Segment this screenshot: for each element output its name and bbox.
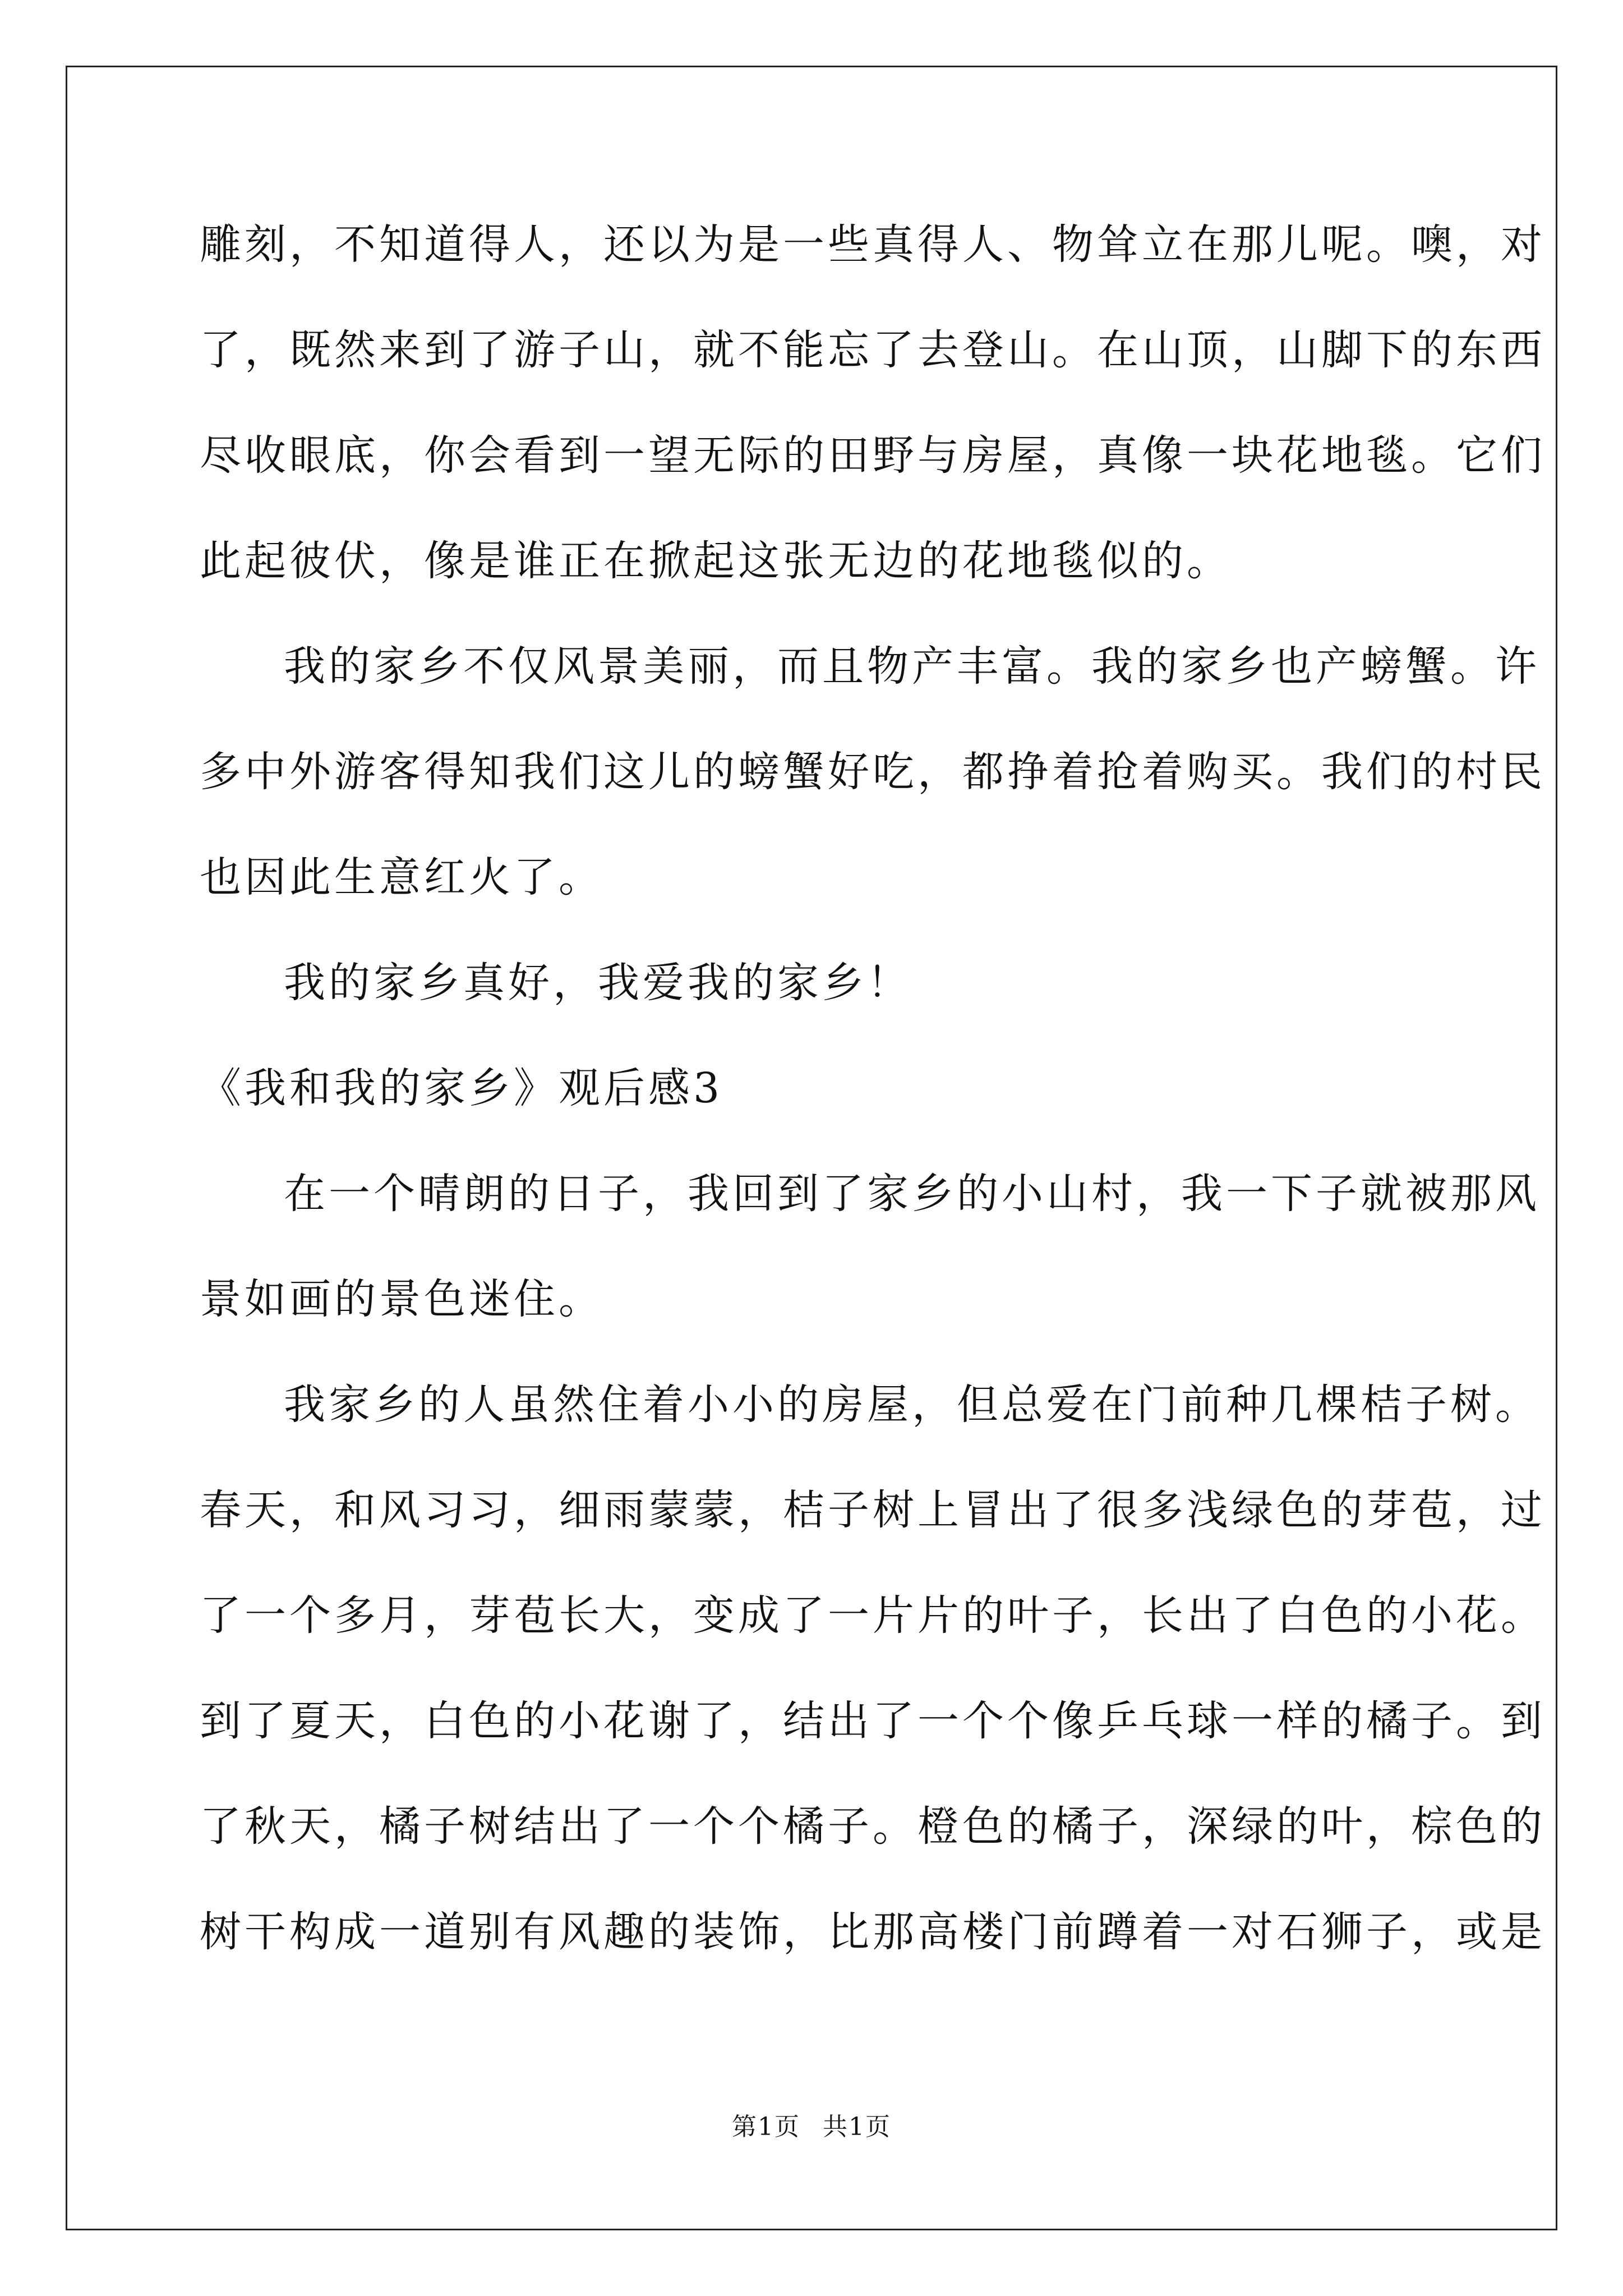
text-line: 我家乡的人虽然住着小小的房屋，但总爱在门前种几棵桔子树。 [284,1381,1540,1429]
page-number: 第1页 [732,2113,800,2141]
text-line: 到了夏天，白色的小花谢了，结出了一个个像乒乓球一样的橘子。到 [200,1697,1546,1745]
text-line: 在一个晴朗的日子，我回到了家乡的小山村，我一下子就被那风 [284,1170,1540,1218]
section-heading: 《我和我的家乡》观后感3 [200,1064,723,1112]
page-footer [0,2110,1623,2144]
text-line: 树干构成一道别有风趣的装饰，比那高楼门前蹲着一对石狮子，或是 [200,1908,1546,1956]
text-line: 了秋天，橘子树结出了一个个橘子。橙色的橘子，深绿的叶，棕色的 [200,1802,1546,1851]
text-line: 春天，和风习习，细雨蒙蒙，桔子树上冒出了很多浅绿色的芽苞，过 [200,1486,1546,1534]
text-line: 了，既然来到了游子山，就不能忘了去登山。在山顶，山脚下的东西 [200,326,1546,374]
text-line: 也因此生意红火了。 [200,853,603,901]
text-line: 尽收眼底，你会看到一望无际的田野与房屋，真像一块花地毯。它们 [200,431,1546,480]
text-line: 雕刻，不知道得人，还以为是一些真得人、物耸立在那儿呢。噢，对 [200,220,1546,269]
text-line: 景如画的景色迷住。 [200,1275,603,1323]
text-line: 多中外游客得知我们这儿的螃蟹好吃，都挣着抢着购买。我们的村民 [200,748,1546,796]
page-total: 共1页 [823,2113,891,2141]
text-line: 此起彼伏，像是谁正在掀起这张无边的花地毯似的。 [200,537,1232,585]
text-line: 我的家乡真好，我爱我的家乡！ [284,959,912,1007]
text-line: 我的家乡不仅风景美丽，而且物产丰富。我的家乡也产螃蟹。许 [284,642,1540,691]
text-line: 了一个多月，芽苞长大，变成了一片片的叶子，长出了白色的小花。 [200,1591,1546,1640]
